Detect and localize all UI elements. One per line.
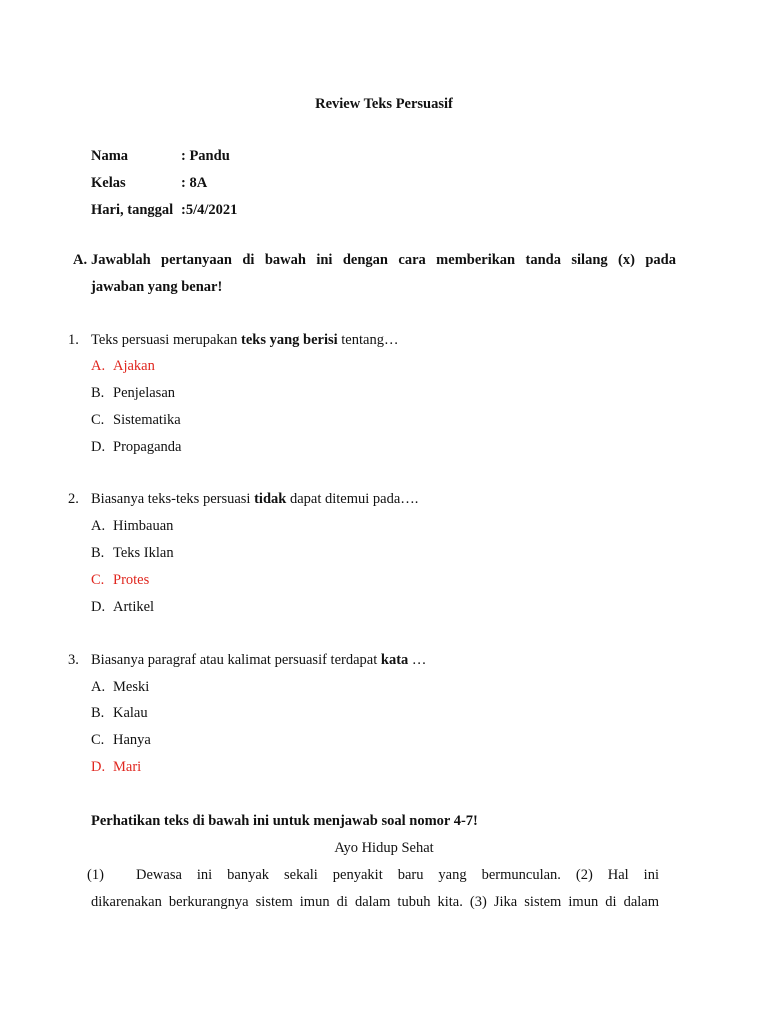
question-1-text-before: Teks persuasi merupakan <box>91 332 241 348</box>
question-2-text-bold: tidak <box>254 491 287 507</box>
q3-option-a-letter: A. <box>91 679 106 695</box>
q1-option-a-text: Ajakan <box>113 358 155 374</box>
question-2-number: 2. <box>68 491 79 507</box>
q2-option-c-letter: C. <box>91 572 105 588</box>
q2-option-d-text: Artikel <box>113 599 155 615</box>
info-label-class: Kelas <box>91 175 126 191</box>
info-value-name: : Pandu <box>181 148 230 164</box>
q1-option-c-letter: C. <box>91 412 105 428</box>
q1-option-b-text: Penjelasan <box>113 385 176 401</box>
page-title: Review Teks Persuasif <box>315 96 453 112</box>
question-1-text-after: tentang… <box>337 332 399 348</box>
question-3-text <box>91 651 426 669</box>
q2-option-b-letter: B. <box>91 545 105 561</box>
passage-title: Ayo Hidup Sehat <box>334 840 434 856</box>
question-2-text <box>91 490 418 508</box>
q1-option-b-letter: B. <box>91 385 105 401</box>
question-3-text-before: Biasanya paragraf atau kalimat persuasif terdapat <box>91 652 381 668</box>
question-1-number: 1. <box>68 332 79 348</box>
q2-option-d-letter: D. <box>91 599 106 615</box>
info-value-class: : 8A <box>181 175 208 191</box>
section-letter: A. <box>73 252 88 268</box>
passage-line-2: dikarenakan berkurangnya sistem imun di dalam tubuh kita. (3) Jika sistem imun di dalam <box>91 894 659 910</box>
passage-instruction: Perhatikan teks di bawah ini untuk menjawab soal nomor 4-7! <box>91 813 478 829</box>
q2-option-c-text: Protes <box>113 572 150 588</box>
question-3-text-bold: kata <box>380 652 409 668</box>
info-label-date: Hari, tanggal <box>91 202 174 218</box>
question-2-text-before: Biasanya teks-teks persuasi <box>91 491 255 507</box>
q2-option-a-letter: A. <box>91 518 106 534</box>
q1-option-c-text: Sistematika <box>113 412 181 428</box>
q3-option-d-letter: D. <box>91 759 106 775</box>
q3-option-c-letter: C. <box>91 732 105 748</box>
q3-option-b-text: Kalau <box>113 705 148 721</box>
question-3-number: 3. <box>68 652 79 668</box>
passage-line-1: Dewasa ini banyak sekali penyakit baru yang bermunculan. (2) Hal ini <box>136 867 659 883</box>
q3-option-a-text: Meski <box>113 679 150 695</box>
question-3-text-after: … <box>408 652 427 668</box>
q3-option-c-text: Hanya <box>113 732 151 748</box>
q2-option-a-text: Himbauan <box>113 518 174 534</box>
section-instruction-line1: Jawablah pertanyaan di bawah ini dengan cara memberikan tanda silang (x) pada <box>91 252 676 268</box>
info-label-name: Nama <box>91 148 129 164</box>
q3-option-d-text: Mari <box>113 759 142 775</box>
section-instruction-line2: jawaban yang benar! <box>91 279 223 295</box>
question-1-text-bold: teks yang berisi <box>240 332 338 348</box>
paragraph-number: (1) <box>87 867 104 883</box>
q1-option-a-letter: A. <box>91 358 106 374</box>
q2-option-b-text: Teks Iklan <box>113 545 174 561</box>
question-2-text-after: dapat ditemui pada…. <box>286 491 419 507</box>
info-value-date: :5/4/2021 <box>181 202 238 218</box>
q3-option-b-letter: B. <box>91 705 105 721</box>
q1-option-d-text: Propaganda <box>113 439 182 455</box>
q1-option-d-letter: D. <box>91 439 106 455</box>
question-1-text <box>91 331 398 349</box>
